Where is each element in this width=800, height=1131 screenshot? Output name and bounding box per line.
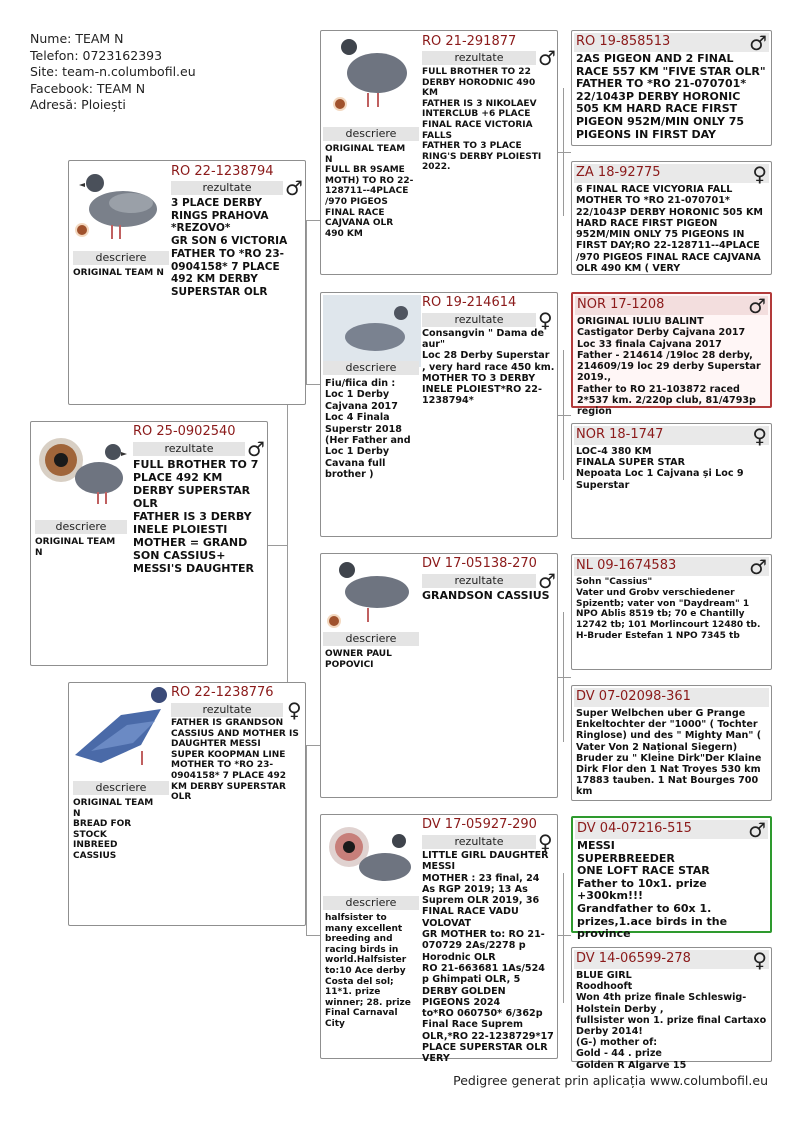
connector — [563, 88, 564, 216]
female-icon: ♀ — [538, 308, 553, 332]
father-results: 3 PLACE DERBY RINGS PRAHOVA *REZOVO* GR SON 6 VICTORIA FATHER TO *RO 23-0904158* 7 PLACE 492 KM DERBY SUPERSTAR OLR — [171, 197, 288, 298]
fm-results: Consangvin " Dama de aur" Loc 28 Derby Superstar , very hard race 450 km. MOTHER TO 3 DERBY INELE PLOIEST*RO 22-1238794* — [422, 328, 555, 407]
description-label: descriere — [323, 896, 419, 910]
connector — [563, 612, 564, 742]
mmm-ring: DV 14-06599-278 — [576, 951, 691, 966]
footer-note: Pedigree generat prin aplicația www.columbofil.eu — [453, 1073, 768, 1088]
ffm-ring: ZA 18-92775 — [576, 165, 661, 180]
connector — [563, 873, 564, 1003]
owner-site: Site: team-n.columbofil.eu — [30, 64, 196, 80]
female-icon: ♀ — [752, 162, 767, 186]
mm-card[interactable] — [320, 814, 558, 1065]
ff-card[interactable] — [320, 30, 558, 275]
mff-ring: NL 09-1674583 — [576, 558, 677, 573]
subject-ring: RO 25-0902540 — [133, 424, 236, 439]
connector — [557, 152, 571, 153]
results-label: rezultate — [422, 51, 536, 65]
subject-description: ORIGINAL TEAM N — [35, 537, 116, 558]
connector — [306, 220, 320, 221]
male-icon: ♂ — [285, 176, 303, 200]
male-icon: ♂ — [748, 818, 766, 842]
mother-results: FATHER IS GRANDSON CASSIUS AND MOTHER IS DAUGHTER MESSI SUPER KOOPMAN LINE MOTHER TO *RO 23-0904158* 7 PLACE 492 KM DERBY SUPERSTAR OLR — [171, 718, 299, 803]
ffm-card[interactable] — [571, 161, 772, 275]
mm-ring: DV 17-05927-290 — [422, 817, 537, 832]
mff-card[interactable] — [571, 554, 772, 670]
pigeon-photo — [73, 165, 169, 251]
pigeon-photo — [327, 35, 417, 127]
eye-icon — [75, 223, 89, 237]
fff-ring: RO 19-858513 — [576, 34, 671, 49]
mmf-text: MESSI SUPERBREEDER ONE LOFT RACE STAR Father to 10x1. prize +300km!!! Grandfather to 60x 1. prizes,1.ace birds in the province — [577, 839, 728, 941]
connector — [563, 350, 564, 480]
mm-description: halfsister to many excellent breeding and racing birds in world.Halfsister to:10 Ace derby Costa del sol; 11*1. prize winner; 28. prize Final Carnaval City — [325, 913, 411, 1029]
female-icon: ♀ — [287, 698, 302, 722]
mf-description: OWNER PAUL POPOVICI — [325, 649, 392, 670]
subject-card[interactable] — [30, 421, 268, 666]
pigeon-photo — [37, 426, 127, 518]
fmf-card[interactable] — [571, 292, 772, 418]
mmm-card[interactable] — [571, 947, 772, 1071]
owner-phone: Telefon: 0723162393 — [30, 47, 163, 63]
fff-card[interactable] — [571, 30, 772, 146]
mmf-card[interactable] — [571, 816, 772, 941]
male-icon: ♂ — [748, 294, 766, 318]
father-ring: RO 22-1238794 — [171, 164, 274, 179]
fm-card[interactable] — [320, 292, 558, 537]
mother-card[interactable] — [68, 682, 306, 926]
results-label: rezultate — [171, 703, 283, 717]
female-icon: ♀ — [752, 948, 767, 972]
connector — [306, 384, 320, 385]
connector — [557, 677, 571, 678]
description-label: descriere — [323, 127, 419, 141]
owner-info — [30, 31, 196, 114]
fm-description: Fiu/fiica din : Loc 1 Derby Cajvana 2017 Loc 4 Finala Superstr 2018 (Her Father and Loc 1 Derby Cavana full brother ) — [325, 378, 411, 481]
father-card[interactable] — [68, 160, 306, 405]
fm-ring: RO 19-214614 — [422, 295, 517, 310]
male-icon: ♂ — [749, 555, 767, 579]
connector — [557, 415, 571, 416]
pigeon-photo — [323, 295, 421, 367]
mfm-text: Super Welbchen uber G Prange Enkeltochter der "1000" ( Tochter Ringlose) und des " Mighty Man" ( Vater Von 2 Național Siegern) Bruder zu " Kleine Dirk"Der Klaine Dirk Flor den 1 Nat Troyes 530 km 17883 tauben. 1 Nat Bourges 700 km — [576, 708, 762, 798]
mother-ring: RO 22-1238776 — [171, 685, 274, 700]
male-icon: ♂ — [538, 46, 556, 70]
male-icon: ♂ — [247, 437, 265, 461]
male-icon: ♂ — [749, 31, 767, 55]
father-description: ORIGINAL TEAM N — [73, 268, 164, 278]
description-label: descriere — [323, 361, 419, 375]
mf-card[interactable] — [320, 553, 558, 798]
owner-address: Adresă: Ploiești — [30, 97, 126, 113]
results-label: rezultate — [171, 181, 283, 195]
ff-ring: RO 21-291877 — [422, 34, 517, 49]
results-label: rezultate — [133, 442, 245, 456]
male-icon: ♂ — [538, 569, 556, 593]
fff-text: 2AS PIGEON AND 2 FINAL RACE 557 KM "FIVE STAR OLR" FATHER TO *RO 21-070701* 22/1043P DERBY HORONIC 505 KM HARD RACE FIRST PIGEON 952M/MIN ONLY 75 PIGEONS IN FIRST DAY — [576, 52, 766, 141]
pigeon-photo — [325, 817, 421, 897]
mmf-ring: DV 04-07216-515 — [577, 821, 692, 836]
connector — [306, 745, 320, 746]
description-label: descriere — [323, 632, 419, 646]
connector — [306, 220, 307, 384]
mf-results: GRANDSON CASSIUS — [422, 589, 550, 602]
fmf-text: ORIGINAL IULIU BALINT Castigator Derby Cajvana 2017 Loc 33 finala Cajvana 2017 Father - 214614 /19loc 28 derby, 214609/19 loc 29 derby Superstar 2019., Father to RO 21-103872 raced 2*537 km. 2/220p club, 81/4793p region — [577, 316, 761, 418]
mff-text: Sohn "Cassius" Vater und Grobv verschiedener Spizentb; vater von "Daydream" 1 NPO Ablis 8519 tb; 70 e Chantilly 12742 tb; 101 Morlincourt 12480 tb. H-Bruder Estefan 1 NPO 7345 tb — [576, 577, 761, 641]
ff-description: ORIGINAL TEAM N FULL BR 9SAME MOTH) TO RO 22-128711--4PLACE /970 PIGEOS FINAL RACE CAJVANA OLR 490 KM — [325, 144, 414, 239]
results-label: rezultate — [422, 574, 536, 588]
pigeon-photo — [71, 685, 169, 779]
connector — [306, 935, 320, 936]
fmm-text: LOC-4 380 KM FINALA SUPER STAR Nepoata Loc 1 Cajvana și Loc 9 Superstar — [576, 446, 744, 491]
mfm-ring: DV 07-02098-361 — [576, 689, 691, 704]
owner-name: Nume: TEAM N — [30, 31, 124, 46]
female-icon: ♀ — [538, 830, 553, 854]
mf-ring: DV 17-05138-270 — [422, 556, 537, 571]
results-label: rezultate — [422, 313, 536, 327]
connector — [557, 935, 571, 936]
eye-icon — [333, 97, 347, 111]
description-label: descriere — [73, 251, 169, 265]
ffm-text: 6 FINAL RACE VICYORIA FALL MOTHER TO *RO 21-070701* 22/1043P DERBY HORONIC 505 KM HARD RACE FIRST PIGEON 952M/MIN ONLY 75 PIGEONS IN FIRST DAY;RO 22-128711--4PLACE /970 PIGEOS FINAL RACE CAJVANA OLR 490 KM ( VERY — [576, 184, 763, 275]
connector — [306, 745, 307, 935]
subject-results: FULL BROTHER TO 7 PLACE 492 KM DERBY SUPERSTAR OLR FATHER IS 3 DERBY INELE PLOIESTI MOTHER = GRAND SON CASSIUS+ MESSI'S DAUGHTER — [133, 458, 259, 575]
results-label: rezultate — [422, 835, 536, 849]
fmm-card[interactable] — [571, 423, 772, 539]
female-icon: ♀ — [752, 424, 767, 448]
mfm-card[interactable] — [571, 685, 772, 801]
ff-results: FULL BROTHER TO 22 DERBY HORODNIC 490 KM FATHER IS 3 NIKOLAEV INTERCLUB +6 PLACE FINAL RACE VICTORIA FALLS FATHER TO 3 PLACE RING'S DERBY PLOIESTI 2022. — [422, 67, 542, 173]
connector — [268, 545, 287, 546]
fmf-ring: NOR 17-1208 — [577, 297, 665, 312]
mm-results: LITTLE GIRL DAUGHTER MESSI MOTHER : 23 final, 24 As RGP 2019; 13 As Suprem OLR 2019, 36 FINAL RACE VADU VOLOVAT GR MOTHER to: RO 21-070729 2As/2278 p Horodnic OLR RO 21-663681 1As/524 p Ghimpati OLR, 5 DERBY GOLDEN PIGEONS 2024 to*RO 060750* 6/362p Final Race Suprem OLR,*RO 22-1238729*17 PLACE SUPERSTAR OLR VERY — [422, 850, 554, 1065]
description-label: descriere — [35, 520, 127, 534]
owner-facebook: Facebook: TEAM N — [30, 80, 146, 96]
mother-description: ORIGINAL TEAM N BREAD FOR STOCK INBREED CASSIUS — [73, 798, 154, 861]
fmm-ring: NOR 18-1747 — [576, 427, 664, 442]
description-label: descriere — [73, 781, 169, 795]
mmm-text: BLUE GIRL Roodhooft Won 4th prize finale Schleswig-Holstein Derby , fullsister won 1. prize final Cartaxo Derby 2014! (G-) mother of: Gold - 44 . prize Golden R Algarve 15 — [576, 970, 767, 1071]
eye-icon — [327, 614, 341, 628]
